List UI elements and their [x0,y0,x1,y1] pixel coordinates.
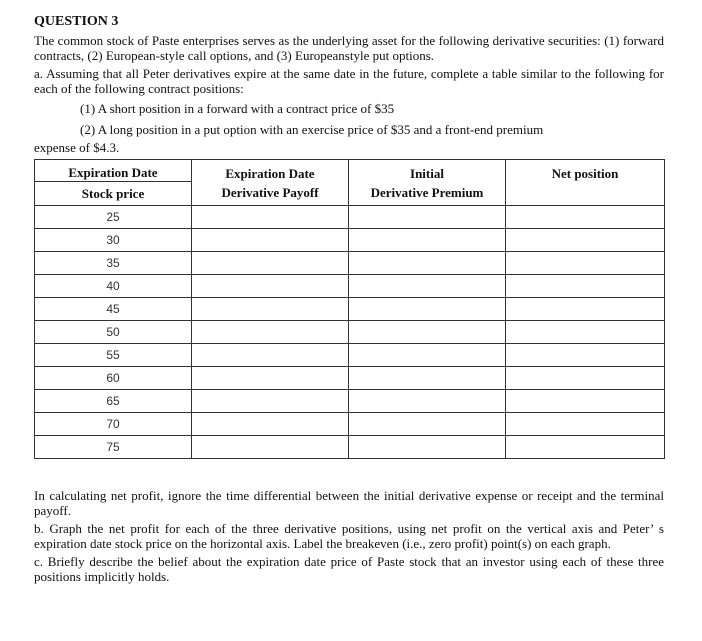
net-position-cell[interactable] [506,321,665,344]
derivative-payoff-cell[interactable] [192,413,349,436]
table-row [35,275,665,298]
table-row [35,206,665,229]
part-c-text: c. Briefly describe the belief about the expiration date price of Paste stock that an investor using each of these three positions implicitly holds. [34,554,664,584]
derivative-premium-cell[interactable] [349,321,506,344]
derivative-premium-cell[interactable] [349,436,506,459]
header-net-position: Net position [506,160,665,182]
net-position-cell[interactable] [506,252,665,275]
derivative-payoff-cell[interactable] [192,436,349,459]
stock-price-cell: 45 [35,298,192,321]
stock-price-cell: 40 [35,275,192,298]
net-position-cell[interactable] [506,275,665,298]
table-row [35,367,665,390]
derivative-premium-cell[interactable] [349,344,506,367]
net-position-cell[interactable] [506,390,665,413]
stock-price-cell: 65 [35,390,192,413]
payoff-table [34,159,665,459]
stock-price-cell: 30 [35,229,192,252]
stock-price-cell: 55 [35,344,192,367]
derivative-payoff-cell[interactable] [192,344,349,367]
question-intro: The common stock of Paste enterprises serves as the underlying asset for the following derivative securities: (1) forward contracts, (2) European-style call options, and (3) Europeanstyle put options. [34,33,664,63]
net-position-cell[interactable] [506,206,665,229]
position-item-2-continued: expense of $4.3. [34,140,120,155]
position-item-1: (1) A short position in a forward with a contract price of $35 [80,101,395,116]
derivative-premium-cell[interactable] [349,252,506,275]
stock-price-cell: 35 [35,252,192,275]
stock-price-cell: 75 [35,436,192,459]
header-net-position-blank [506,182,665,206]
table-row [35,344,665,367]
stock-price-cell: 70 [35,413,192,436]
table-header-row-1 [35,160,665,182]
question-title: QUESTION 3 [34,14,119,29]
derivative-payoff-cell[interactable] [192,229,349,252]
notes-section [34,485,664,584]
derivative-payoff-cell[interactable] [192,206,349,229]
part-a-text: a. Assuming that all Peter derivatives expire at the same date in the future, complete a table similar to the following for each of the following contract positions: [34,66,664,96]
stock-price-cell: 25 [35,206,192,229]
stock-price-cell: 60 [35,367,192,390]
derivative-payoff-cell[interactable] [192,390,349,413]
derivative-premium-cell[interactable] [349,229,506,252]
derivative-premium-cell[interactable] [349,275,506,298]
net-position-cell[interactable] [506,229,665,252]
header-expiration-date-2: Expiration Date [192,160,349,182]
header-expiration-date: Expiration Date [35,160,192,182]
derivative-payoff-cell[interactable] [192,275,349,298]
part-b-text: b. Graph the net profit for each of the three derivative positions, using net profit on the vertical axis and Peter’ s expiration date stock price on the horizontal axis. Label the breakeven (i.e., zero profit) point(s) on each graph. [34,521,664,551]
derivative-payoff-cell[interactable] [192,252,349,275]
header-stock-price: Stock price [35,182,192,206]
question-section [34,14,664,459]
derivative-premium-cell[interactable] [349,206,506,229]
derivative-premium-cell[interactable] [349,298,506,321]
table-header-row-2 [35,182,665,206]
net-position-cell[interactable] [506,344,665,367]
table-row [35,413,665,436]
position-item-2: (2) A long position in a put option with an exercise price of $35 and a front-end premium [80,122,544,137]
net-position-cell[interactable] [506,298,665,321]
header-initial: Initial [349,160,506,182]
table-row [35,436,665,459]
net-position-cell[interactable] [506,436,665,459]
table-row [35,229,665,252]
net-position-cell[interactable] [506,367,665,390]
header-derivative-payoff: Derivative Payoff [192,182,349,206]
table-row [35,298,665,321]
derivative-premium-cell[interactable] [349,367,506,390]
table-body [35,206,665,459]
derivative-premium-cell[interactable] [349,390,506,413]
net-profit-note: In calculating net profit, ignore the time differential between the initial derivative expense or receipt and the terminal payoff. [34,488,664,518]
derivative-premium-cell[interactable] [349,413,506,436]
stock-price-cell: 50 [35,321,192,344]
net-position-cell[interactable] [506,413,665,436]
table-row [35,321,665,344]
table-row [35,390,665,413]
table-row [35,252,665,275]
header-derivative-premium: Derivative Premium [349,182,506,206]
derivative-payoff-cell[interactable] [192,298,349,321]
derivative-payoff-cell[interactable] [192,367,349,390]
derivative-payoff-cell[interactable] [192,321,349,344]
